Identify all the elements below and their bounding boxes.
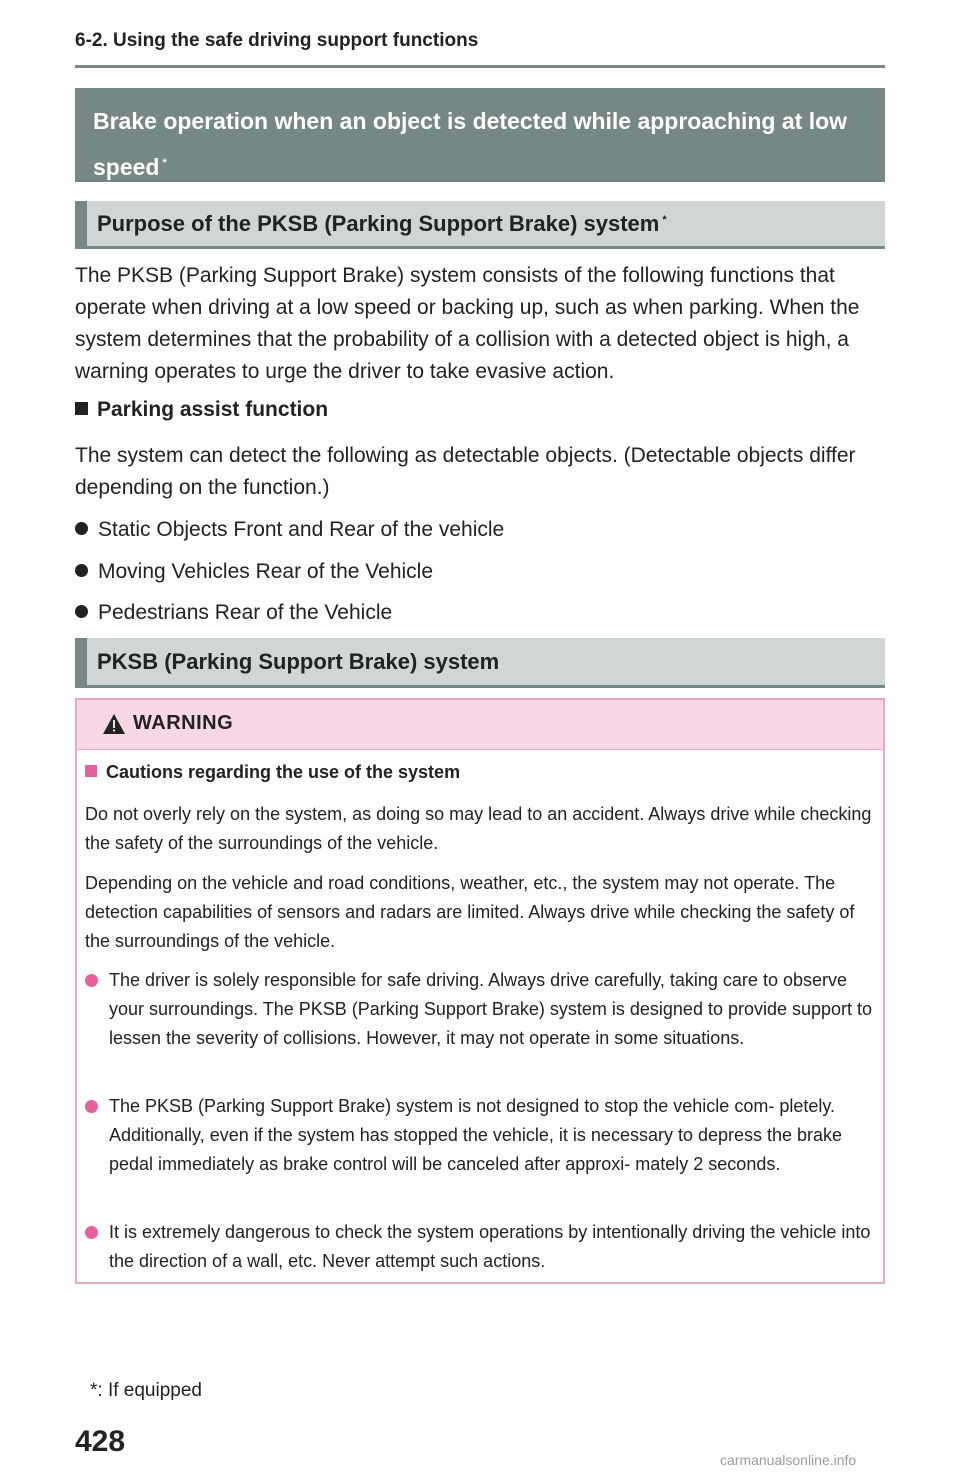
main-section-asterisk: * bbox=[162, 157, 167, 169]
bullet-dot-icon bbox=[75, 605, 88, 618]
warning-list-item-text: It is extremely dangerous to check the system operations by intentionally driving the vehicle into the direction of a wall, etc. Never attempt such actions. bbox=[109, 1222, 871, 1271]
warning-list-item bbox=[85, 1092, 875, 1179]
bullet-dot-icon bbox=[75, 522, 88, 535]
section-running-head: 6-2. Using the safe driving support functions bbox=[75, 30, 479, 51]
main-section-band bbox=[75, 88, 885, 182]
purpose-section-asterisk: * bbox=[662, 214, 667, 226]
header-rule bbox=[75, 65, 885, 68]
bullet-dot-icon bbox=[85, 1100, 98, 1113]
warning-list-item bbox=[85, 966, 875, 1053]
warning-paragraph: Depending on the vehicle and road conditions, weather, etc., the system may not operate. The detection capabilities of sensors and radars are limited. Always drive while checking the safety of the surroundings of the vehicle. bbox=[85, 873, 855, 951]
warning-title: WARNING bbox=[133, 712, 234, 734]
warning-header bbox=[77, 700, 883, 750]
warning-subheading bbox=[85, 762, 460, 783]
warning-paragraph: Do not overly rely on the system, as doing so may lead to an accident. Always drive while checking the safety of the surroundings of the vehicle. bbox=[85, 804, 872, 853]
bullet-dot-icon bbox=[75, 564, 88, 577]
list-item bbox=[75, 556, 433, 588]
warning-subheading-text: Cautions regarding the use of the system bbox=[106, 762, 461, 782]
footnote: *: If equipped bbox=[90, 1380, 202, 1401]
main-section-title-line2-wrap bbox=[93, 144, 867, 190]
list-item-text: Pedestrians Rear of the Vehicle bbox=[98, 601, 393, 624]
system-section-band bbox=[75, 638, 885, 688]
parking-assist-heading-text: Parking assist function bbox=[97, 398, 329, 421]
square-bullet-icon bbox=[75, 402, 88, 415]
purpose-section-title: Purpose of the PKSB (Parking Support Brake) system bbox=[97, 211, 660, 236]
page-number: 428 bbox=[75, 1425, 126, 1458]
list-item-text: Static Objects Front and Rear of the vehicle bbox=[98, 518, 505, 541]
main-section-title-line2: speed bbox=[93, 154, 160, 180]
main-section-title-line1: Brake operation when an object is detected while approaching at low bbox=[93, 108, 848, 134]
list-item bbox=[75, 597, 392, 629]
system-section-title: PKSB (Parking Support Brake) system bbox=[97, 649, 500, 674]
parking-assist-paragraph: The system can detect the following as detectable objects. (Detectable objects differ depending on the function.) bbox=[75, 444, 856, 499]
bullet-dot-icon bbox=[85, 974, 98, 987]
warning-list-item-text: The driver is solely responsible for safe driving. Always drive carefully, taking care to observe your surroundings. The PKSB (Parking Support Brake) system is designed to provide support to lessen the severity of collisions. However, it may not operate in some situations. bbox=[109, 970, 873, 1048]
list-item bbox=[75, 514, 504, 546]
warning-list-item bbox=[85, 1218, 875, 1276]
list-item-text: Moving Vehicles Rear of the Vehicle bbox=[98, 560, 434, 583]
warning-box bbox=[75, 698, 885, 1284]
square-bullet-icon bbox=[85, 765, 97, 777]
intro-paragraph: The PKSB (Parking Support Brake) system consists of the following functions that operate when driving at a low speed or backing up, such as when parking. When the system determines that the probability of a collision with a detected object is high, a warning operates to urge the driver to take evasive action. bbox=[75, 264, 860, 383]
bullet-dot-icon bbox=[85, 1226, 98, 1239]
watermark: carmanualsonline.info bbox=[720, 1452, 857, 1468]
warning-list-item-text: The PKSB (Parking Support Brake) system is not designed to stop the vehicle com- pletely. Additionally, even if the system has stopped the vehicle, it is necessary to depress the brake pedal immediately as brake control will be canceled after approxi- mately 2 seconds. bbox=[109, 1096, 843, 1174]
parking-assist-heading bbox=[75, 398, 328, 422]
purpose-section-band bbox=[75, 201, 885, 249]
warning-triangle-icon bbox=[102, 713, 126, 735]
